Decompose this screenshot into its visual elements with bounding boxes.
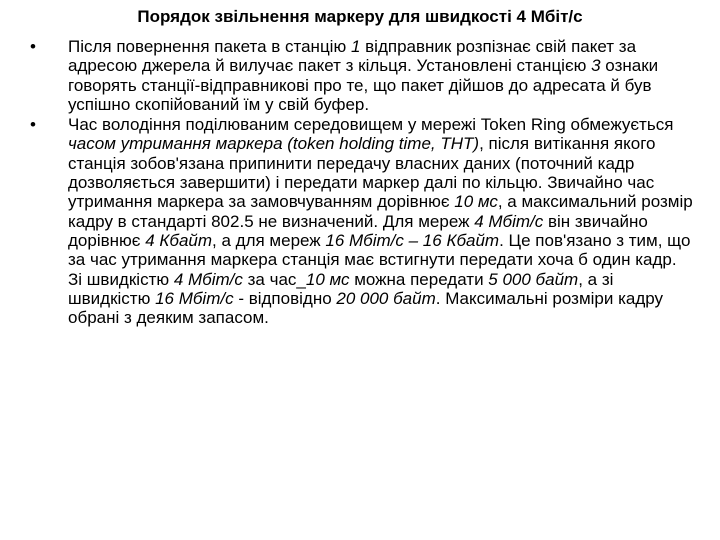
body-text: , а зі швидкістю: [68, 269, 614, 308]
emphasis-text: 3: [591, 56, 601, 76]
body-text: ознаки говорять станції-відправникові про те, що пакет дійшов до адресата й був успішно скопійований їм у свій буфер.: [68, 56, 659, 114]
bullet-marker: •: [30, 37, 36, 56]
slide-title: Порядок звільнення маркеру для швидкості 4 Мбіт/с: [137, 7, 583, 26]
body-text: Час володіння поділюваним середовищем у мережі Token Ring обмежується: [68, 115, 674, 135]
body-text: Після повернення пакета в станцію: [68, 37, 351, 56]
bullet-item: [30, 37, 695, 114]
body-text: можна передати: [349, 269, 489, 289]
bullet-marker: •: [30, 115, 36, 135]
body-text: він звичайно дорівнює: [68, 211, 648, 250]
emphasis-text: 10 мс: [454, 192, 498, 212]
emphasis-text: 4 Мбіт/с: [474, 211, 544, 231]
body-text: , а максимальний розмір кадру в стандарті 802.5 не визначений. Для мереж: [68, 192, 693, 231]
emphasis-text: 1: [350, 37, 361, 56]
emphasis-text: 4 Кбайт: [145, 230, 213, 250]
body-text: , а для мереж: [212, 230, 326, 250]
body-text: , після витікання якого станція зобов'язана припинити передачу власних даних (поточний кадр дозволяється завершити) і передати маркер далі по кільцю. Звичайно час утримання маркера за замовчуванням дорівнює: [68, 134, 656, 212]
body-text: за час_: [242, 269, 306, 289]
emphasis-text: 16 Мбіт/с: [155, 288, 234, 308]
body-text: - відповідно: [233, 288, 337, 308]
emphasis-text: 4 Мбіт/с: [173, 269, 243, 289]
emphasis-text: 16 Мбіт/с – 16 Кбайт: [325, 230, 500, 250]
body-text: . Це пов'язано з тим, що за час утримання маркера станція має встигнути передати хоча б один кадр. Зі швидкістю: [68, 230, 691, 289]
body-text: . Максимальні розміри кадру обрані з деяким запасом.: [68, 288, 664, 328]
emphasis-text: 10 мс: [305, 269, 350, 289]
emphasis-text: 5 000 байт: [488, 269, 579, 289]
bullet-list: [30, 37, 695, 328]
bullet-item: [30, 115, 695, 327]
body-text: відправник розпізнає свій пакет за адресою джерела й вилучає пакет з кільця. Установлені станцією: [68, 37, 637, 76]
emphasis-text: часом утримання маркера (token holding time, ТНТ): [68, 134, 480, 154]
emphasis-text: 20 000 байт: [336, 288, 436, 308]
